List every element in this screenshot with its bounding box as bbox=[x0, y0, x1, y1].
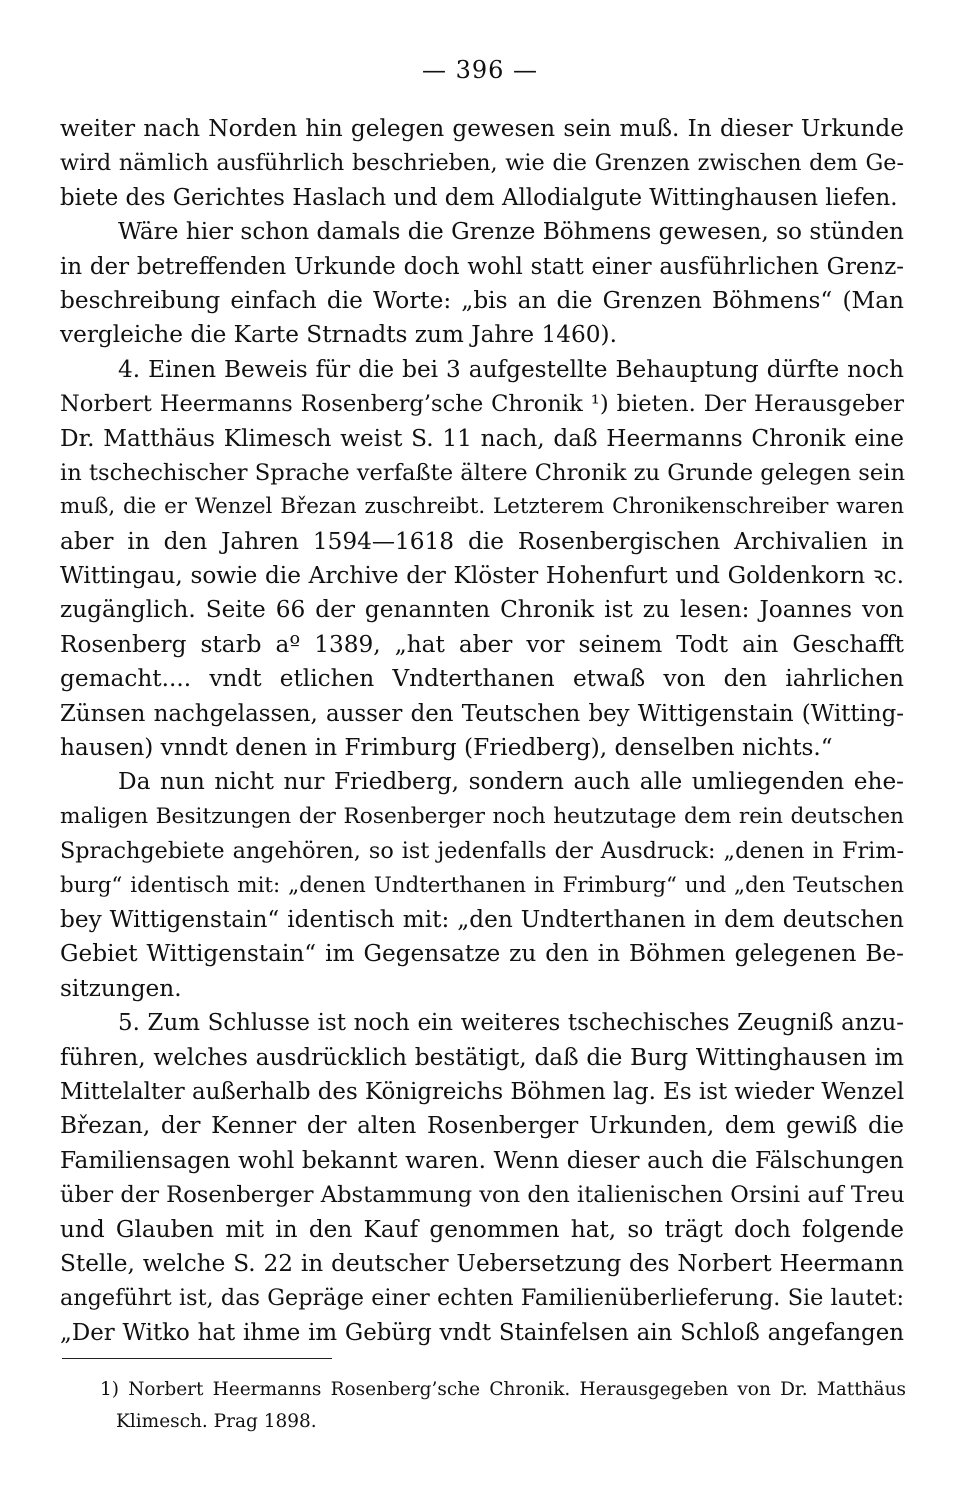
text-line: Sprachgebiete angehören, so ist jedenfalls der Ausdruck: „denen in Frim- bbox=[60, 838, 904, 865]
footnote-line: Klimesch. Prag 1898. bbox=[116, 1411, 317, 1432]
text-line: Stelle, welche S. 22 in deutscher Uebersetzung des Norbert Heermann bbox=[60, 1249, 904, 1277]
text-line: angeführt ist, das Gepräge einer echten Familienüberlieferung. Sie lautet: bbox=[60, 1285, 904, 1312]
text-line: Březan, der Kenner der alten Rosenberger Urkunden, dem gewiß die bbox=[60, 1112, 904, 1140]
text-line: muß, die er Wenzel Březan zuschreibt. Letzterem Chronikenschreiber waren bbox=[60, 494, 904, 520]
text-line: aber in den Jahren 1594—1618 die Rosenbergischen Archivalien in bbox=[60, 527, 904, 555]
text-line: wird nämlich ausführlich beschrieben, wie die Grenzen zwischen dem Ge- bbox=[60, 150, 904, 177]
text-line: weiter nach Norden hin gelegen gewesen sein muß. In dieser Urkunde bbox=[60, 115, 904, 142]
footnote-line: 1) Norbert Heermanns Rosenberg’sche Chronik. Herausgegeben von Dr. Matthäus bbox=[100, 1379, 906, 1400]
text-line: Norbert Heermanns Rosenberg’sche Chronik ¹) bieten. Der Herausgeber bbox=[60, 391, 904, 418]
text-line: burg“ identisch mit: „denen Undterthanen in Frimburg“ und „den Teutschen bbox=[60, 872, 904, 898]
text-line: Da nun nicht nur Friedberg, sondern auch alle umliegenden ehe- bbox=[118, 768, 904, 796]
text-line: bey Wittigenstain“ identisch mit: „den Undterthanen in dem deutschen bbox=[60, 905, 904, 933]
text-line: und Glauben mit in den Kauf genommen hat, so trägt doch folgende bbox=[60, 1215, 904, 1243]
page-number: — 396 — bbox=[421, 56, 539, 84]
text-line: biete des Gerichtes Haslach und dem Allodialgute Wittinghausen liefen. bbox=[60, 184, 898, 211]
text-line: hausen) vnndt denen in Frimburg (Friedberg), denselben nichts.“ bbox=[60, 734, 833, 762]
text-line: vergleiche die Karte Strnadts zum Jahre 1460). bbox=[60, 321, 617, 349]
text-line: Gebiet Wittigenstain“ im Gegensatze zu den in Böhmen gelegenen Be- bbox=[60, 940, 904, 968]
text-line: in der betreffenden Urkunde doch wohl statt einer ausführlichen Grenz- bbox=[60, 253, 904, 280]
text-line: Rosenberg starb aº 1389, „hat aber vor seinem Todt ain Geschafft bbox=[60, 630, 904, 658]
body-text bbox=[60, 112, 904, 1350]
text-line: „Der Witko hat ihme im Gebürg vndt Stainfelsen ain Schloß angefangen bbox=[60, 1319, 904, 1346]
text-line: über der Rosenberger Abstammung von den italienischen Orsini auf Treu bbox=[60, 1182, 905, 1209]
text-line: zugänglich. Seite 66 der genannten Chronik ist zu lesen: Joannes von bbox=[60, 596, 904, 624]
text-line: in tschechischer Sprache verfaßte ältere Chronik zu Grunde gelegen sein bbox=[60, 459, 905, 486]
text-line: Wittingau, sowie die Archive der Klöster Hohenfurt und Goldenkorn ꝛc. bbox=[60, 562, 904, 590]
text-line: Zünsen nachgelassen, ausser den Teutschen bey Wittigenstain (Witting- bbox=[60, 700, 904, 727]
text-line: Dr. Matthäus Klimesch weist S. 11 nach, daß Heermanns Chronik eine bbox=[60, 424, 904, 452]
text-line: sitzungen. bbox=[60, 974, 182, 1002]
text-line: maligen Besitzungen der Rosenberger noch heutzutage dem rein deutschen bbox=[60, 803, 904, 829]
text-line: 4. Einen Beweis für die bei 3 aufgestellte Behauptung dürfte noch bbox=[118, 355, 904, 383]
text-line: führen, welches ausdrücklich bestätigt, daß die Burg Wittinghausen im bbox=[60, 1043, 904, 1071]
text-line: Familiensagen wohl bekannt waren. Wenn dieser auch die Fälschungen bbox=[60, 1146, 904, 1174]
text-line: beschreibung einfach die Worte: „bis an die Grenzen Böhmens“ (Man bbox=[60, 286, 904, 314]
text-line: gemacht.... vndt etlichen Vndterthanen etwaß von den iahrlichen bbox=[60, 665, 904, 693]
text-line: Wäre hier schon damals die Grenze Böhmens gewesen, so stünden bbox=[118, 218, 904, 246]
text-line: Mittelalter außerhalb des Königreichs Böhmen lag. Es ist wieder Wenzel bbox=[60, 1078, 905, 1105]
footnote bbox=[100, 1374, 906, 1438]
text-line: 5. Zum Schlusse ist noch ein weiteres tschechisches Zeugniß anzu- bbox=[118, 1010, 904, 1037]
footnote-divider bbox=[62, 1358, 332, 1359]
